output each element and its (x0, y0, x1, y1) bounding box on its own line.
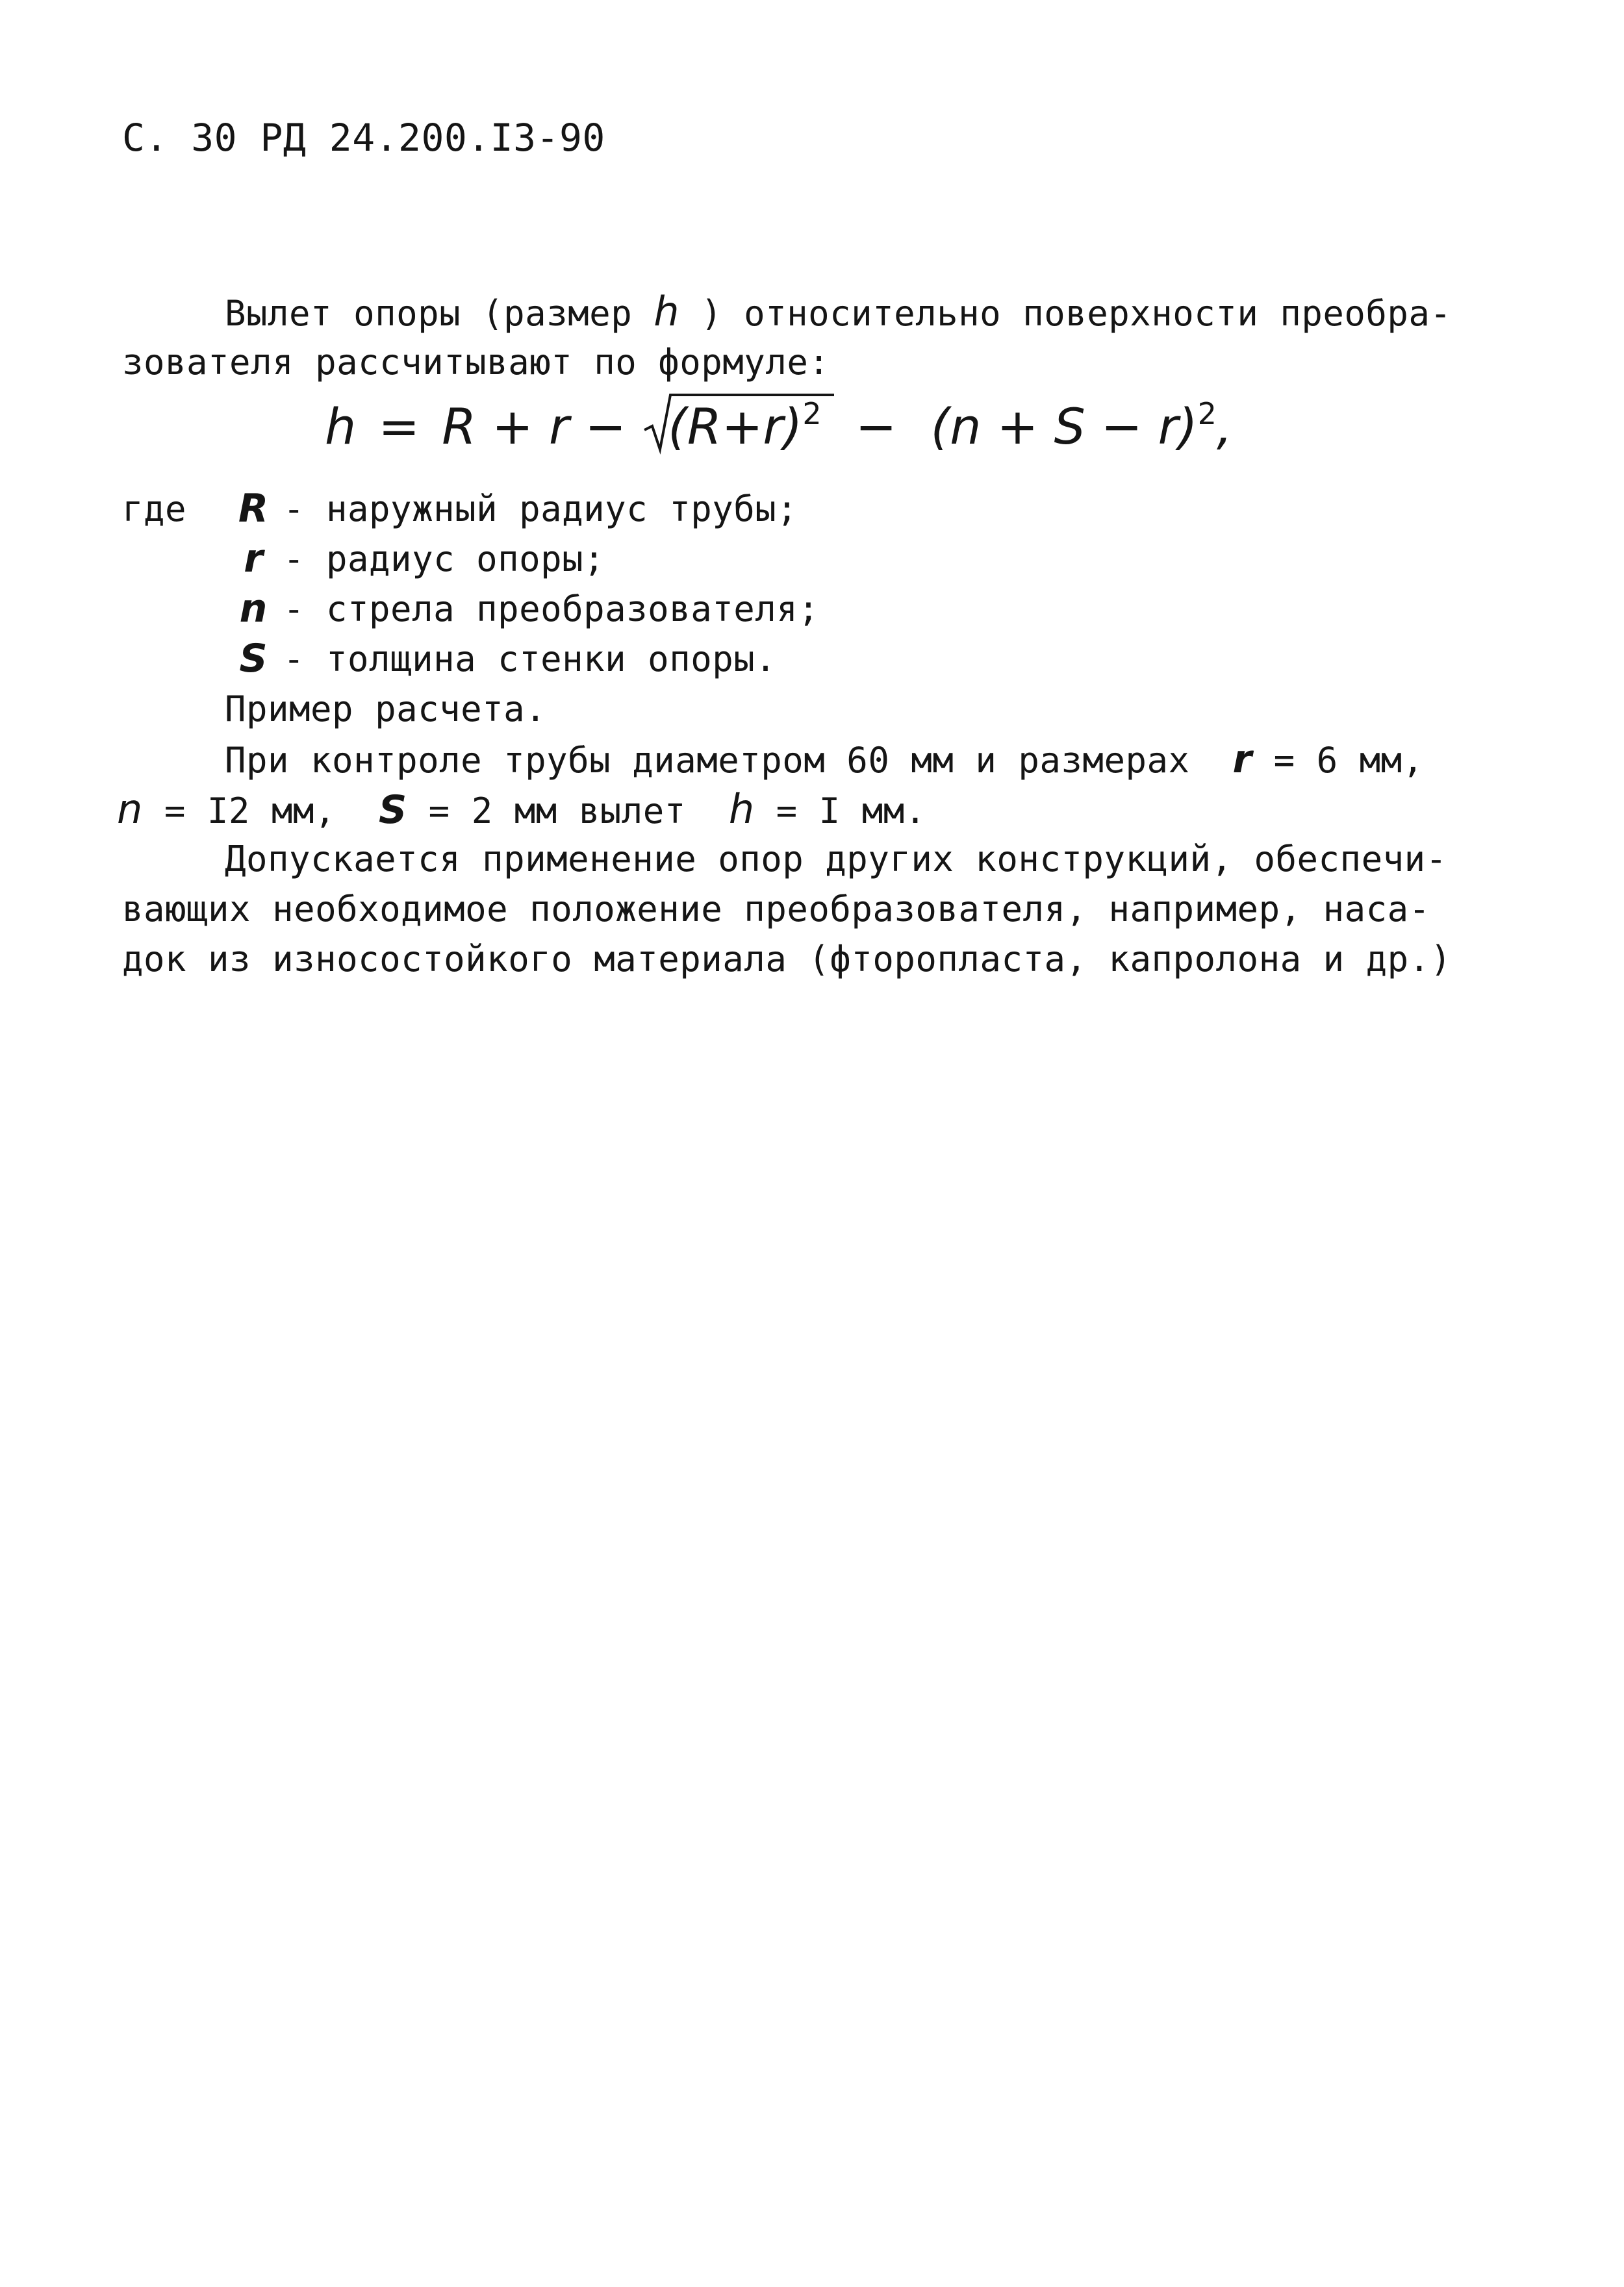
paragraph-1-text-b: ) относительно поверхности преобра- (701, 293, 1452, 334)
variable-h: h (653, 288, 680, 335)
example-var-S: S (378, 787, 407, 833)
example-var-r: r (1232, 737, 1252, 782)
paragraph-2-line-1: Допускается применение опор других конструкций, обеспечи- (225, 839, 1447, 879)
example-var-n: n (117, 785, 143, 833)
paragraph-2-line-2: вающих необходимое положение преобразователя, например, наса- (122, 889, 1430, 929)
formula-end: , (1216, 398, 1233, 455)
example-line-1-text-a: При контроле трубы диаметром 60 мм и размерах (225, 740, 1190, 781)
formula-power: 2 (1197, 396, 1217, 431)
definition-text-r: - радиус опоры; (283, 538, 605, 579)
paragraph-1-text-a: Вылет опоры (размер (225, 293, 633, 334)
radical-sign-icon (642, 390, 837, 455)
formula-minus: − (855, 398, 897, 455)
formula-equals: = (378, 398, 420, 455)
example-line-2-text-c: = I мм. (776, 790, 926, 831)
formula-lhs: h (325, 398, 357, 455)
example-line-2-text-b: = 2 мм вылет (428, 790, 686, 831)
paragraph-1-line-1 (225, 288, 1452, 335)
paragraph-1-line-2: зователя рассчитывают по формуле: (122, 342, 830, 383)
where-label: где (122, 488, 187, 529)
formula-square-root (646, 396, 821, 455)
page-header: С. 30 РД 24.200.I3-90 (122, 116, 605, 160)
example-line-1-text-b: = 6 мм, (1273, 740, 1424, 781)
definition-var-n: n (239, 586, 268, 631)
definition-var-R: R (238, 486, 269, 531)
definition-text-n: - стрела преобразователя; (283, 588, 820, 629)
formula-sqrt-content: (R+r) (668, 398, 803, 455)
formula-sqrt-power: 2 (802, 396, 822, 431)
formula-part-2: (n + S − r) (930, 398, 1198, 455)
definition-text-R: - наружный радиус трубы; (283, 488, 798, 529)
example-line-2-text-a: = I2 мм, (164, 790, 336, 831)
example-var-h: h (728, 785, 755, 833)
definition-text-S: - толщина стенки опоры. (283, 638, 777, 679)
example-line-1 (225, 739, 1424, 781)
example-line-2 (117, 785, 926, 833)
paragraph-2-line-3: док из износостойкого материала (фторопласта, капролона и др.) (122, 939, 1452, 979)
formula-part-1: R + r − (442, 398, 627, 455)
definition-var-r: r (244, 536, 263, 581)
formula (325, 396, 1233, 461)
example-title: Пример расчета. (225, 689, 547, 729)
definition-var-S: S (239, 636, 268, 681)
